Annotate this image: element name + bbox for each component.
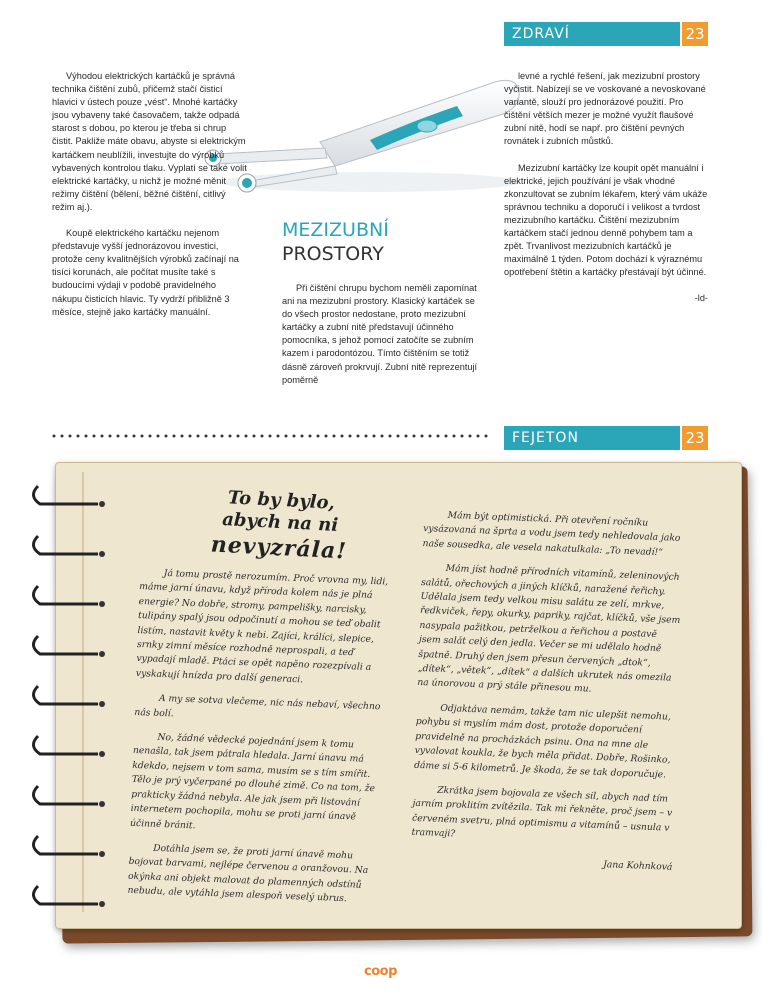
section-tag-zdravi: ZDRAVÍ: [504, 22, 680, 46]
paragraph: Při čištění chrupu bychom neměli zapomínat ani na mezizubní prostory. Klasický kartáček se do všech prostor nedostane, proto mezizubní kartáčky a zubní nitě představují účinného pomocníka, s jehož pomocí zatočíte se zubním kazem i parodontózou. Tímto čištěním se totiž dásně zároveň prokrvují. Zubní nitě reprezentují poměrně: [282, 283, 478, 385]
handwritten-paragraph: Mám být optimistická. Při otevření ročníku vysázovaná na šprta a vodu jsem tedy nehledovala jako naše sousedka, ale vesela nakatulkala: „To nevadí!“: [422, 509, 681, 559]
handwritten-left-page: [127, 566, 390, 918]
handwritten-paragraph: Já tomu prostě nerozumím. Proč vrovna my, lidi, máme jarní únavu, když příroda kolem nás je plná energie? No dobře, stromy, pampelišky, narcisky, tulipány spalý jsou odpočinutí a mohou se teď obalit listím, nastavit květy k nebi. Zajíci, králíci, slepice, srnky zimní měsíce rozhodně neprospali, a teď vypadají mladě. Ptáci se opět napěno rozezpívali a vyskakují hnízda pro další generaci.: [135, 567, 389, 686]
handwritten-paragraph: Mám jíst hodně přírodních vitamínů, zeleninových salátů, ořechových a jiných klíčků, naražené řeřichy. Udělala jsem tedy velkou misu salátu ze zelí, mrkve, ředkviček, řepy, okurky, papriky, rajčat, klíčků, vše jsem nasypala pažitkou, petrželkou a řeřichou a postavě jsem salát celý den jedla. Večer se mi udělalo hodně špatně. Druhý den jsem přesun červených „dtok“, „dítek“, „větek“, „dítek“ a dalších ukrutek nás omezila na únorovou a prý stále přinesou mu.: [417, 563, 681, 696]
heading-line-1: MEZIZUBNÍ: [282, 219, 389, 241]
section-tag-fejeton: FEJETON: [504, 426, 680, 450]
page-number: 23: [680, 426, 708, 450]
heading-line-2: PROSTORY: [282, 243, 384, 265]
paragraph: Koupě elektrického kartáčku nejenom představuje vyšší jednorázovou investici, protože ceny kvalitnějších výrobků začínají na tisíci korunách, ale počítat musíte také s budoucími výdaji v podobě pravidelného nákupu čisticích hlavic. Ty vydrží přibližně 3 měsíce, stejně jako kartáčky manuální.: [52, 228, 239, 317]
article-column-3: [504, 70, 708, 306]
handwritten-paragraph: A my se sotva vlečeme, nic nás nebaví, všechno nás bolí.: [134, 693, 381, 720]
paragraph: Mezizubní kartáčky lze koupit opět manuální i elektrické, jejich používání je však vhodné zkonzultovat se zubním lékařem, který vám ukáže správnou techniku a doporučí i velikost a tvrdost mezizubního kartáčku. Čištění mezizubním kartáčkem stačí jednou denně pohybem tam a zpět. Trvanlivost mezizubních kartáčků je maximálně 1 týden. Potom dochází k výraznému opotřebení štětin a kartáčky přestávají být účinné.: [504, 162, 708, 278]
title-line-2: abych na ni: [221, 508, 339, 537]
dotted-divider: [50, 434, 490, 438]
article-column-1: [52, 70, 248, 332]
spiral-rings: [28, 474, 108, 914]
handwritten-paragraph: Dotáhla jsem se, že proti jarní únavě mohu bojovat barvami, nejlépe červenou a oranžovou. Na okýnka ani objekt malovat do plamenných odstínů nebudu, ale vytáhla jsem alespoň veselý ubrus.: [127, 842, 369, 905]
signature: Jana Kohnková: [603, 858, 673, 873]
handwritten-right-page: [410, 508, 686, 875]
author-sign: -ld-: [694, 293, 708, 304]
handwritten-paragraph: Odjaktáva nemám, takže tam nic ulepšit nemohu, pohybu si myslím mám dost, protože doporučení pravidelně na procházkách psinu. Ona na mne ale vyvalovat koukla, že bych měla přidat. Dobře, Rošinko, dáme si 5-6 kilometrů. Je škoda, že se tak doporučuje.: [413, 702, 671, 780]
handwritten-paragraph: Zkrátka jsem bojovala ze všech sil, abych nad tím jarním proklitím zvítězila. Tak mi řekněte, proč jsem – v červeném svetru, plná optimismu a vitamínů – usnula v tramvaji?: [411, 784, 673, 840]
coop-logo: coop: [364, 964, 397, 979]
paragraph: levné a rychlé řešení, jak mezizubní prostory vyčistit. Nabízejí se ve voskované a nevoskované variantě, slouží pro jednorázové použití. Pro čištění větších mezer je možné využít flaušové zubní nitě, hodí se např. pro čištění pevných rovnátek i zubních můstků.: [504, 71, 706, 147]
paragraph: Výhodou elektrických kartáčků je správná technika čištění zubů, přičemž stačí čisticí hlavici v ústech pouze „vést“. Mnohé kartáčky jsou vybaveny také časovačem, takže odpadá starost s dobou, po kterou je třeba si chrup čistit. Pakliže máte obavu, abyste si elektrickým kartáčkem neublížili, investujte do výrobků vybavených kontrolou tlaku. Vyplatí se také volit elektrické kartáčky, u nichž je možné měnit režimy čištění (bělení, běžné čištění, citlivý režim aj.).: [52, 71, 247, 212]
title-line-1: To by bylo,: [227, 487, 336, 514]
handwritten-paragraph: No, žádné vědecké pojednání jsem k tomu nenašla, tak jsem pátrala hledala. Jarní únavu má kdekdo, nejsem v tom sama, musím se s tím smířit. Tělo je prý vyčerpané po dlouhé zimě. Co na tom, že prakticky žádná nebyla. Ale jak jsem při listování internetem pochopila, mohu se proti jarní únavě účinně bránit.: [129, 731, 376, 831]
section-heading: [282, 218, 389, 266]
feuilleton-title: [168, 484, 391, 567]
page-number: 23: [680, 22, 708, 46]
article-column-2: [282, 282, 482, 400]
title-line-3: nevyzrála!: [210, 531, 348, 565]
